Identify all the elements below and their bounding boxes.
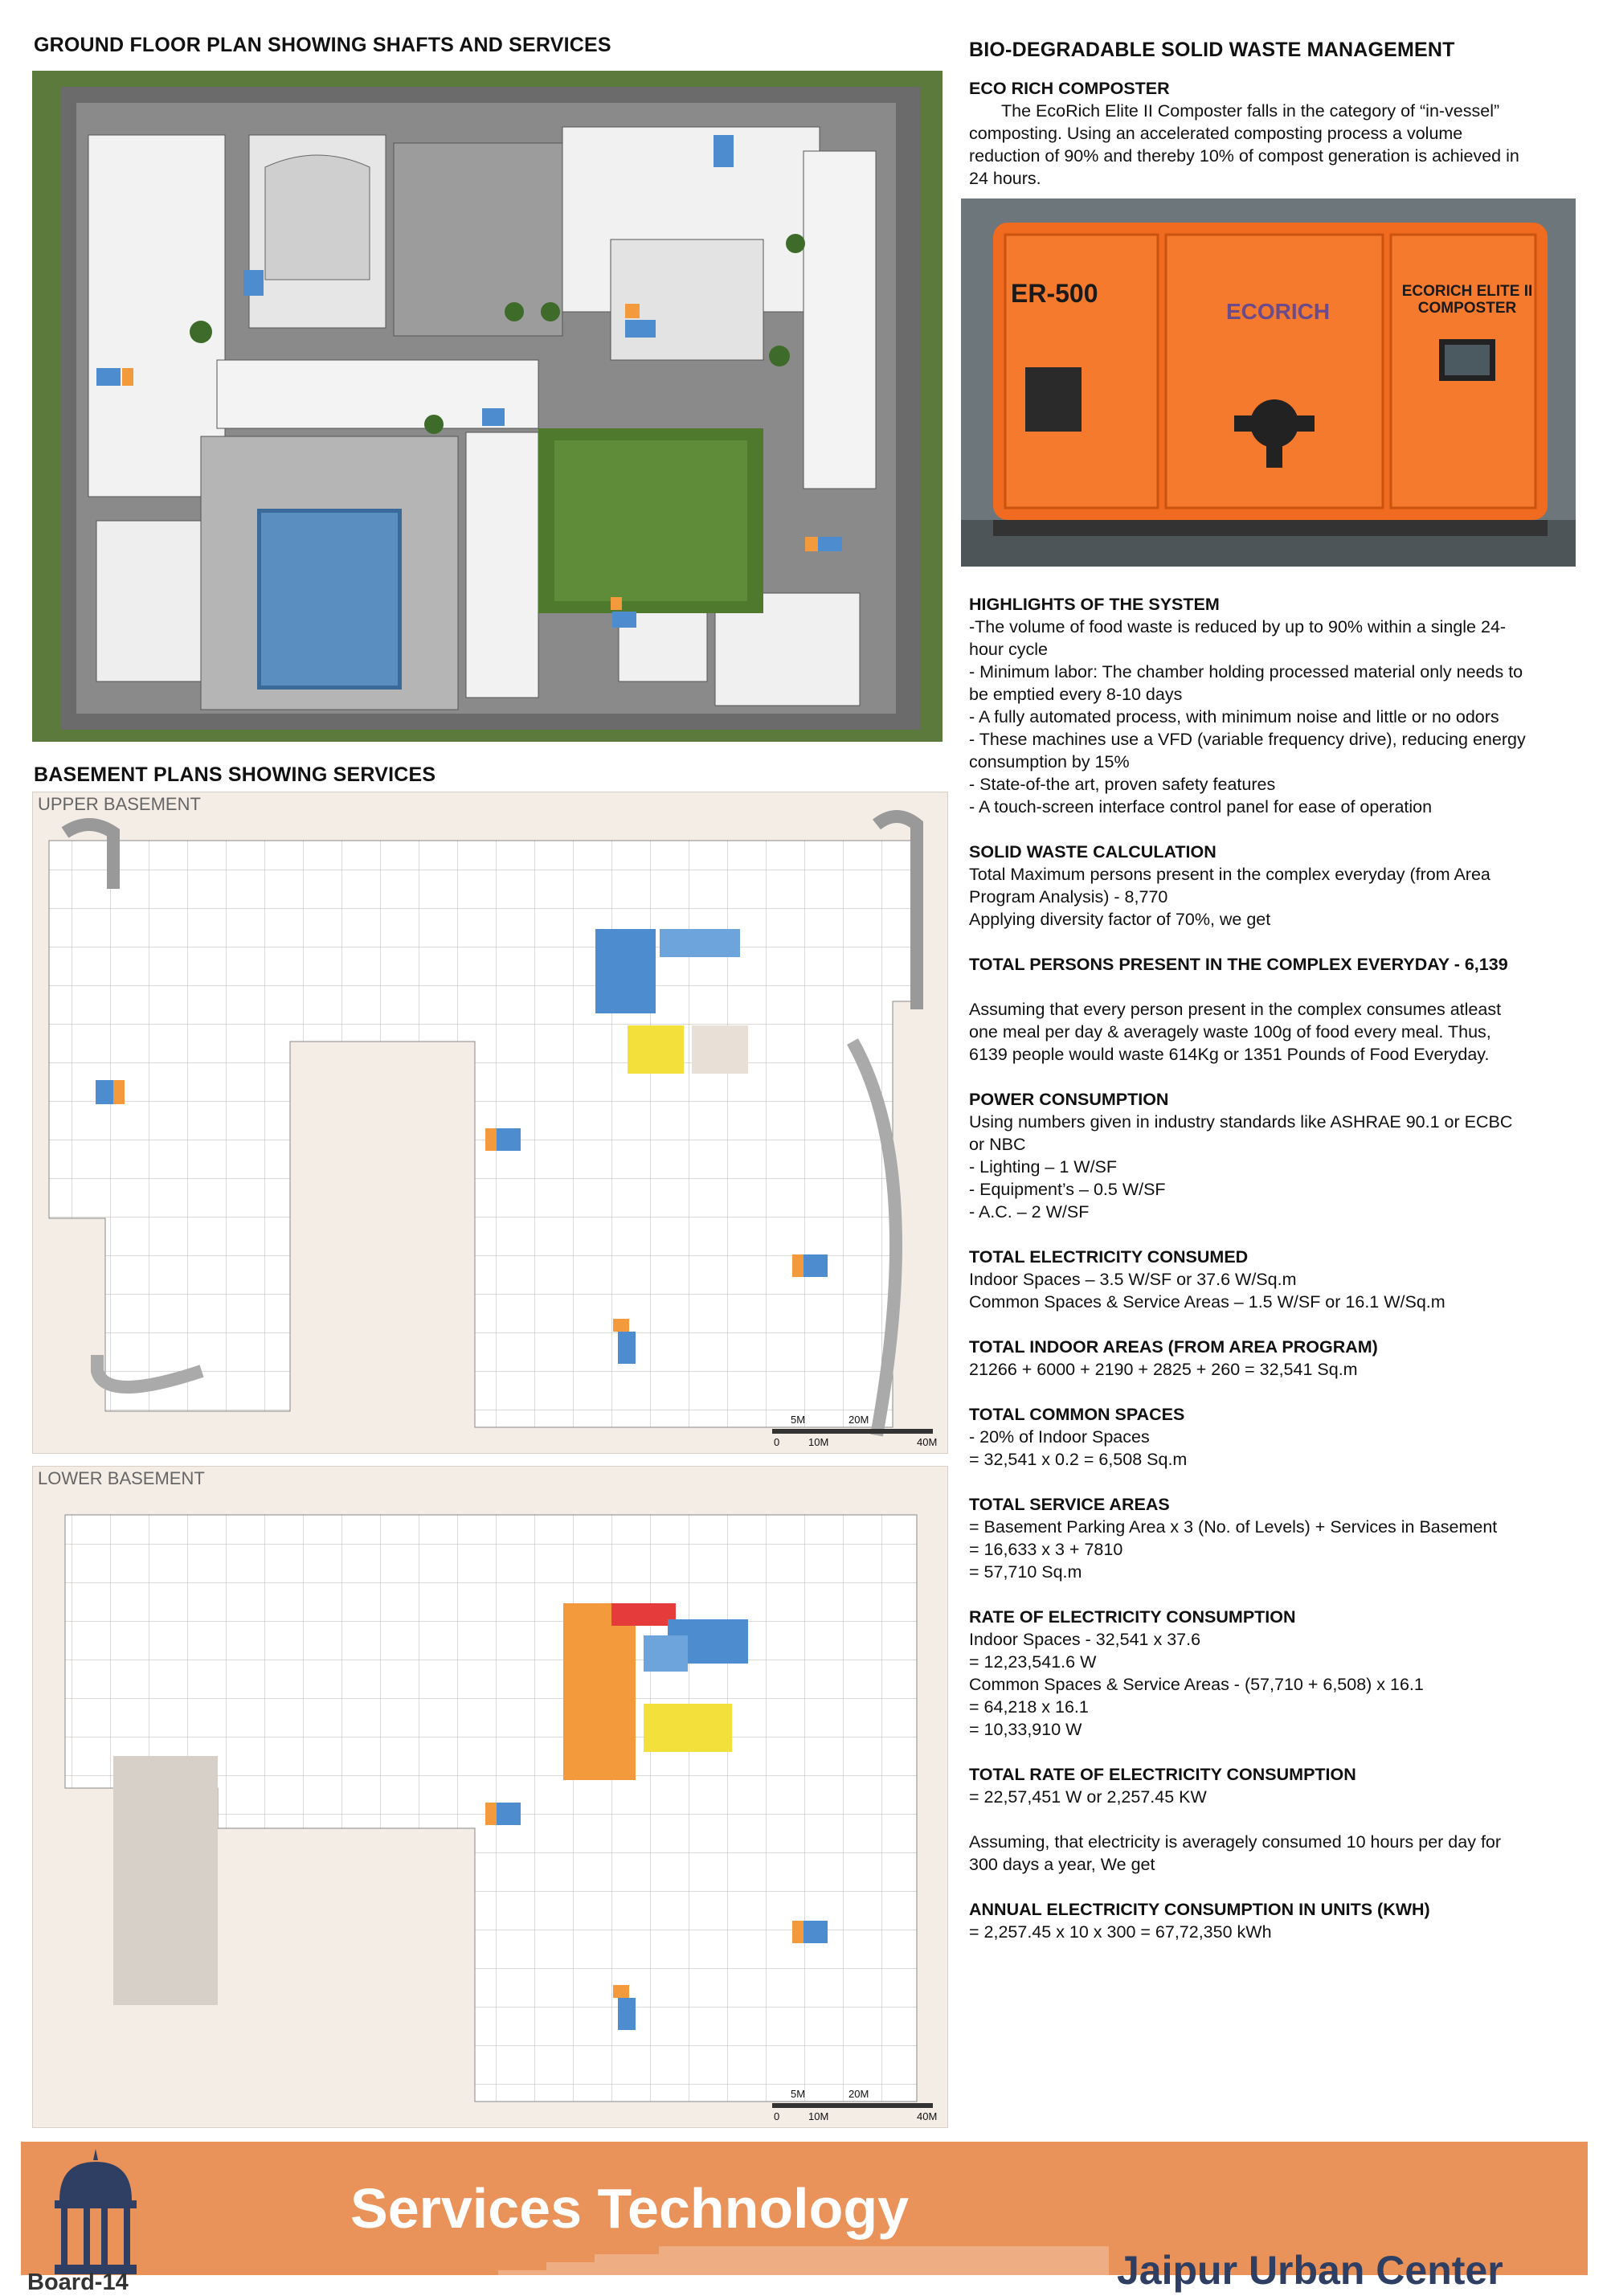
rate-line: = 12,23,541.6 W <box>969 1652 1097 1672</box>
assumption-text: Assuming that every person present in the complex consumes atleast one meal per day & averagely waste 100g of food every meal. Thus, 6139 people would waste 614Kg or 1351 Pounds of Food Everyday. <box>969 1000 1502 1064</box>
eco-rich-subtitle: ECO RICH COMPOSTER <box>969 79 1170 98</box>
upper-basement-label: UPPER BASEMENT <box>38 794 201 814</box>
composter-name-label: ECORICH ELITE II COMPOSTER <box>1401 283 1533 317</box>
power-line: Using numbers given in industry standards like ASHRAE 90.1 or ECBC or NBC <box>969 1112 1513 1154</box>
ground-floor-title: GROUND FLOOR PLAN SHOWING SHAFTS AND SERVICES <box>34 34 611 56</box>
rate-line: Common Spaces & Service Areas - (57,710 + 6,508) x 16.1 <box>969 1675 1424 1694</box>
common-spaces-subtitle: TOTAL COMMON SPACES <box>969 1405 1185 1424</box>
chhatri-dome-icon <box>43 2144 148 2281</box>
service-areas-line: = 57,710 Sq.m <box>969 1562 1082 1582</box>
footer-steps-decoration <box>498 2234 1109 2278</box>
common-spaces-line: = 32,541 x 0.2 = 6,508 Sq.m <box>969 1450 1188 1469</box>
project-name: Jaipur Urban Center <box>1117 2248 1503 2293</box>
highlights-block <box>969 593 1531 818</box>
upper-scale-label-5m: 5M <box>791 1414 806 1426</box>
power-line: - Equipment’s – 0.5 W/SF <box>969 1180 1166 1199</box>
solid-waste-subtitle: SOLID WASTE CALCULATION <box>969 842 1216 862</box>
electricity-consumed-subtitle: TOTAL ELECTRICITY CONSUMED <box>969 1247 1249 1267</box>
indoor-areas-line: 21266 + 6000 + 2190 + 2825 + 260 = 32,541 Sq.m <box>969 1360 1358 1379</box>
highlight-item: - These machines use a VFD (variable frequency drive), reducing energy consumption by 15% <box>969 730 1526 771</box>
lower-basement-label: LOWER BASEMENT <box>38 1468 205 1488</box>
total-rate-subtitle: TOTAL RATE OF ELECTRICITY CONSUMPTION <box>969 1765 1356 1784</box>
highlight-item: - A touch-screen interface control panel for ease of operation <box>969 797 1433 816</box>
highlight-item: - A fully automated process, with minimum noise and little or no odors <box>969 707 1499 726</box>
footer-title: Services Technology <box>350 2177 910 2240</box>
upper-scale-bar <box>772 1429 933 1434</box>
common-spaces-line: - 20% of Indoor Spaces <box>969 1427 1150 1447</box>
highlight-item: - State-of-the art, proven safety features <box>969 775 1276 794</box>
rate-line: Indoor Spaces - 32,541 x 37.6 <box>969 1630 1201 1649</box>
lower-scale-label-5m: 5M <box>791 2088 806 2100</box>
annual-block <box>969 1898 1531 1943</box>
board-number: Board-14 <box>27 2269 129 2295</box>
lower-scale-bar <box>772 2103 933 2108</box>
service-areas-block <box>969 1493 1531 1583</box>
upper-basement-frame <box>32 792 948 1454</box>
rate-block <box>969 1606 1531 1741</box>
upper-scale-label-10m: 10M <box>808 1436 829 1448</box>
power-subtitle: POWER CONSUMPTION <box>969 1090 1169 1109</box>
eco-rich-text: The EcoRich Elite II Composter falls in the category of “in-vessel” composting. Using an accelerated composting process a volume reduction of 90% and thereby 10% of compost generation is achieved in 24 hours. <box>969 101 1519 188</box>
power-line: - Lighting – 1 W/SF <box>969 1157 1118 1177</box>
assumption-block <box>969 998 1531 1066</box>
solid-waste-block <box>969 841 1531 931</box>
composter-photo <box>961 198 1576 567</box>
power-block <box>969 1088 1531 1223</box>
service-areas-line: = 16,633 x 3 + 7810 <box>969 1540 1123 1559</box>
lower-basement-frame <box>32 1466 948 2128</box>
rate-line: = 10,33,910 W <box>969 1720 1082 1739</box>
basement-plans-title: BASEMENT PLANS SHOWING SERVICES <box>34 763 436 786</box>
lower-scale-label-40m: 40M <box>917 2110 938 2122</box>
composter-brand-label: ECORICH <box>1226 299 1331 324</box>
lower-basement-drawing <box>33 1467 947 2127</box>
annual-subtitle: ANNUAL ELECTRICITY CONSUMPTION IN UNITS (KWH) <box>969 1900 1430 1919</box>
total-rate-line: = 22,57,451 W or 2,257.45 KW <box>969 1787 1207 1807</box>
rate-subtitle: RATE OF ELECTRICITY CONSUMPTION <box>969 1607 1296 1627</box>
electricity-consumed-line: Indoor Spaces – 3.5 W/SF or 37.6 W/Sq.m <box>969 1270 1297 1289</box>
upper-scale-label-20m: 20M <box>848 1414 869 1426</box>
electricity-consumed-block <box>969 1246 1531 1313</box>
lower-scale-label-0: 0 <box>774 2110 780 2122</box>
power-line: - A.C. – 2 W/SF <box>969 1202 1090 1222</box>
eco-rich-section <box>969 77 1531 190</box>
calculation-section <box>969 593 1531 1966</box>
waste-management-title: BIO-DEGRADABLE SOLID WASTE MANAGEMENT <box>969 39 1455 61</box>
indoor-areas-subtitle: TOTAL INDOOR AREAS (FROM AREA PROGRAM) <box>969 1337 1378 1357</box>
composter-machine-illustration <box>961 198 1576 567</box>
lower-scale-label-10m: 10M <box>808 2110 829 2122</box>
common-spaces-block <box>969 1403 1531 1471</box>
highlight-item: -The volume of food waste is reduced by up to 90% within a single 24-hour cycle <box>969 617 1507 659</box>
upper-scale-label-0: 0 <box>774 1436 780 1448</box>
ground-floor-plan <box>32 71 943 742</box>
ground-floor-plan-drawing <box>32 71 943 742</box>
highlights-subtitle: HIGHLIGHTS OF THE SYSTEM <box>969 595 1220 614</box>
lower-scale-label-20m: 20M <box>848 2088 869 2100</box>
upper-scale-label-40m: 40M <box>917 1436 938 1448</box>
service-areas-subtitle: TOTAL SERVICE AREAS <box>969 1495 1170 1514</box>
total-persons-line: TOTAL PERSONS PRESENT IN THE COMPLEX EVERYDAY - 6,139 <box>969 955 1508 974</box>
rate-line: = 64,218 x 16.1 <box>969 1697 1089 1717</box>
assumption2-text: Assuming, that electricity is averagely consumed 10 hours per day for 300 days a year, We get <box>969 1832 1502 1874</box>
upper-basement-drawing <box>33 792 947 1453</box>
composter-model-label: ER-500 <box>1011 279 1098 308</box>
solid-waste-line: Applying diversity factor of 70%, we get <box>969 910 1271 929</box>
highlight-item: - Minimum labor: The chamber holding processed material only needs to be emptied every 8-10 days <box>969 662 1523 704</box>
indoor-areas-block <box>969 1336 1531 1381</box>
electricity-consumed-line: Common Spaces & Service Areas – 1.5 W/SF or 16.1 W/Sq.m <box>969 1292 1445 1312</box>
total-rate-block <box>969 1763 1531 1808</box>
annual-line: = 2,257.45 x 10 x 300 = 67,72,350 kWh <box>969 1922 1272 1942</box>
service-areas-line: = Basement Parking Area x 3 (No. of Levels) + Services in Basement <box>969 1517 1498 1537</box>
assumption2-block <box>969 1831 1531 1876</box>
solid-waste-line: Total Maximum persons present in the complex everyday (from Area Program Analysis) - 8,770 <box>969 865 1490 907</box>
total-persons-block <box>969 953 1531 976</box>
